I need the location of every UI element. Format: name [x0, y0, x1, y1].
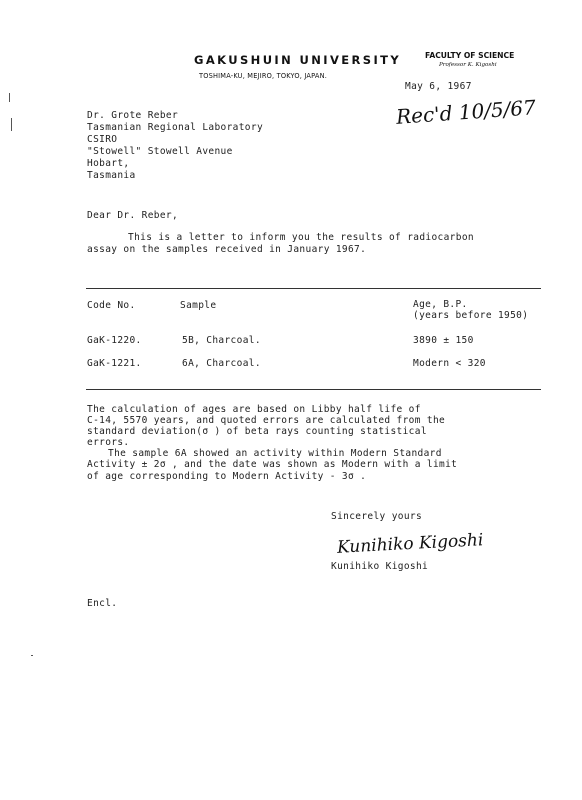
note-line: of age corresponding to Modern Activity - 3σ . — [87, 471, 367, 482]
recipient-line: "Stowell" Stowell Avenue — [87, 146, 233, 157]
column-header-sample: Sample — [180, 300, 217, 311]
letterhead-university: GAKUSHUIN UNIVERSITY — [194, 53, 402, 67]
column-header-age: Age, B.P. — [413, 299, 468, 310]
table-cell-code: GaK-1220. — [87, 335, 142, 346]
letterhead-faculty: FACULTY OF SCIENCE — [425, 51, 515, 60]
letter-date: May 6, 1967 — [405, 81, 472, 92]
table-cell-code: GaK-1221. — [87, 358, 142, 369]
signature: Kunihiko Kigoshi — [336, 530, 484, 558]
column-header-age-note: (years before 1950) — [413, 310, 529, 321]
note-line: C-14, 5570 years, and quoted errors are calculated from the — [87, 415, 446, 426]
recipient-line: Hobart, — [87, 158, 130, 169]
recipient-line: Tasmania — [87, 170, 136, 181]
column-header-code: Code No. — [87, 300, 136, 311]
table-cell-age: 3890 ± 150 — [413, 335, 474, 346]
scan-mark — [9, 93, 10, 102]
table-top-rule — [86, 288, 541, 289]
signer-name: Kunihiko Kigoshi — [331, 561, 429, 572]
intro-line: This is a letter to inform you the results of radiocarbon — [128, 232, 474, 243]
note-line: standard deviation(σ ) of beta rays counting statistical — [87, 426, 427, 437]
recipient-line: Tasmanian Regional Laboratory — [87, 122, 264, 133]
letterhead-professor: Professor K. Kigoshi — [439, 62, 497, 68]
scan-mark — [11, 118, 12, 131]
enclosure-note: Encl. — [87, 598, 118, 609]
table-cell-age: Modern < 320 — [413, 358, 486, 369]
closing: Sincerely yours — [331, 511, 423, 522]
received-stamp: Rec'd 10/5/67 — [395, 95, 537, 129]
note-line: The sample 6A showed an activity within Modern Standard — [108, 448, 442, 459]
scan-mark — [31, 655, 33, 656]
note-line: errors. — [87, 437, 130, 448]
table-cell-sample: 5B, Charcoal. — [182, 335, 261, 346]
note-line: The calculation of ages are based on Libby half life of — [87, 404, 421, 415]
table-cell-sample: 6A, Charcoal. — [182, 358, 261, 369]
note-line: Activity ± 2σ , and the date was shown as Modern with a limit — [87, 459, 458, 470]
table-bottom-rule — [86, 389, 541, 390]
salutation: Dear Dr. Reber, — [87, 210, 179, 221]
intro-line: assay on the samples received in January 1967. — [87, 244, 367, 255]
recipient-line: Dr. Grote Reber — [87, 110, 179, 121]
recipient-line: CSIRO — [87, 134, 118, 145]
letterhead-address: TOSHIMA-KU, MEJIRO, TOKYO, JAPAN. — [199, 72, 328, 80]
